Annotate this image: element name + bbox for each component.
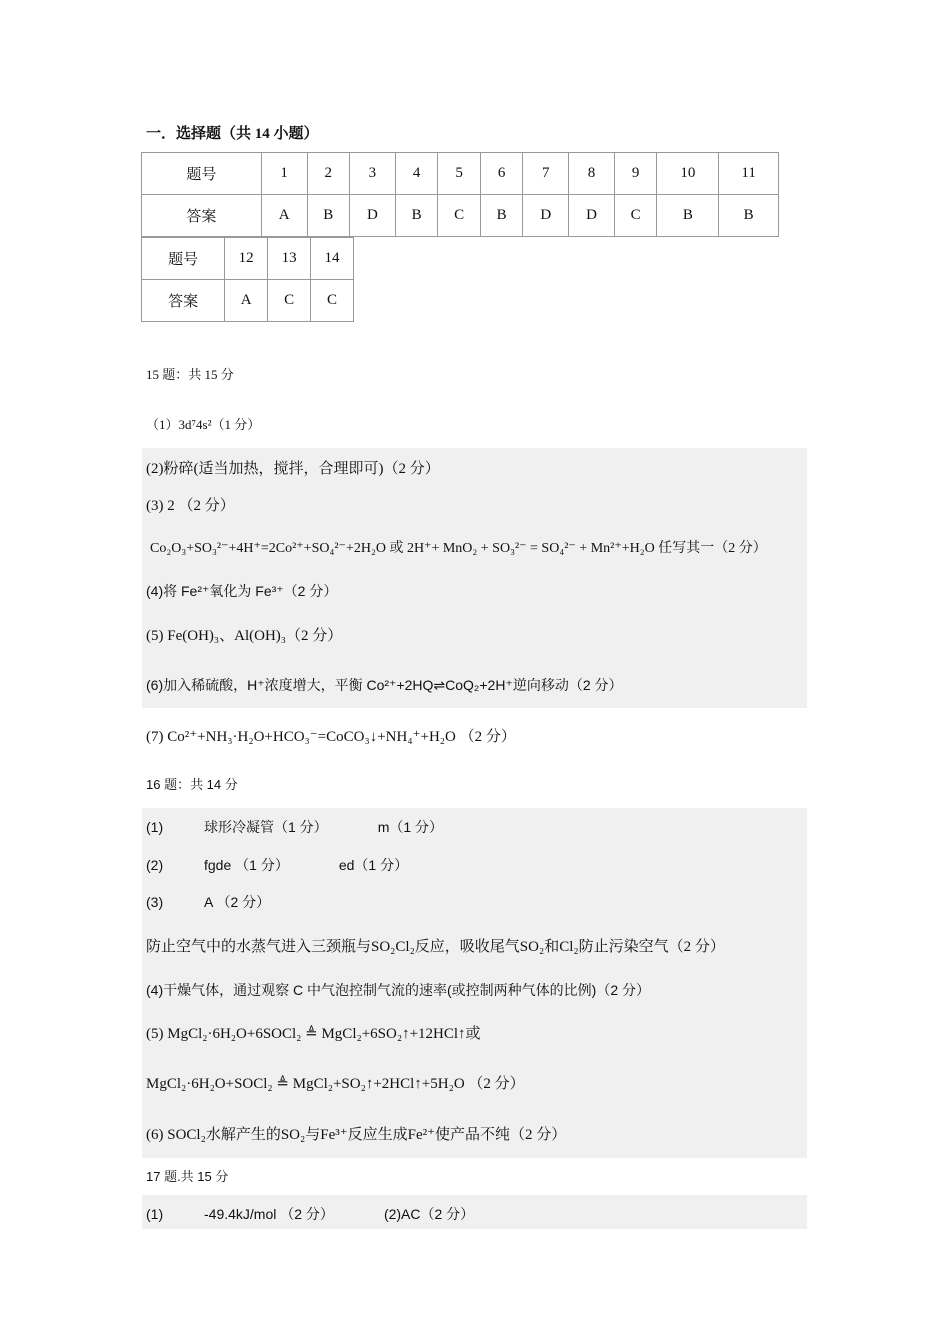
row-label: 题号 [142,153,262,195]
q15-part3: (3) 2 （2 分） [146,498,235,514]
table-cell: B [719,195,779,237]
answer-table-2 [141,237,354,322]
table-cell: C [614,195,657,237]
table-cell: 3 [350,153,396,195]
table-cell: 9 [614,153,657,195]
q16-part1-ans-a: 球形冷凝管（1 分） [204,819,328,835]
q15-shaded-block [142,448,807,708]
table-cell: A [261,195,307,237]
section-title: 一．选择题（共 14 小题） [146,126,319,142]
table-row [142,195,779,237]
q17-header: 17 题.共 15 分 [146,1169,229,1184]
table-cell: 2 [307,153,350,195]
table-cell: C [268,280,311,322]
table-cell: 13 [268,238,311,280]
q16-header: 16 题：共 14 分 [146,777,238,792]
row-label: 答案 [142,195,262,237]
q15-header: 15 题：共 15 分 [146,367,234,382]
q15-part1: （1）3d⁷4s²（1 分） [146,417,261,432]
table-cell: A [225,280,268,322]
q16-part6: (6) SOCl₂水解产生的SO₂与Fe³⁺反应生成Fe²⁺使产品不纯（2 分） [146,1127,567,1143]
q16-part3-num: (3) [146,894,164,910]
q17-part1 [146,1204,474,1224]
table-cell: 7 [523,153,569,195]
table-cell: D [569,195,615,237]
q15-part6: (6)加入稀硫酸，H⁺浓度增大，平衡 Co²⁺+2HQ⇌CoQ₂+2H⁺逆向移动（2 分） [146,677,623,693]
q17-part1-num: (1) [146,1206,164,1222]
row-label: 题号 [142,238,225,280]
row-label: 答案 [142,280,225,322]
q15-part3-equation: Co₂O₃+SO₃²⁻+4H⁺=2Co²⁺+SO₄²⁻+2H₂O 或 2H⁺+ MnO₂ + SO₃²⁻ = SO₄²⁻ + Mn²⁺+H₂O 任写其一（2 分） [150,541,767,556]
table-cell: D [350,195,396,237]
table-cell: 11 [719,153,779,195]
q15-part2: (2)粉碎(适当加热，搅拌，合理即可)（2 分） [146,461,440,477]
answer-table-1 [141,152,779,237]
table-cell: 1 [261,153,307,195]
q15-part4: (4)将 Fe²⁺氧化为 Fe³⁺（2 分） [146,583,338,599]
q16-part3-ans: A （2 分） [204,894,271,910]
q16-part2-num: (2) [146,857,164,873]
q16-part1-ans-b: m（1 分） [377,819,444,835]
table-cell: 4 [395,153,438,195]
table-row [142,153,779,195]
q17-part2-ans: (2)AC（2 分） [383,1206,475,1222]
q16-part2-ans-a: fgde （1 分） [204,857,289,873]
q16-part3-explanation: 防止空气中的水蒸气进入三颈瓶与SO₂Cl₂反应，吸收尾气SO₂和Cl₂防止污染空气（2 分） [146,939,725,955]
q16-part5-alt: MgCl₂·6H₂O+SOCl₂ ≜ MgCl₂+SO₂↑+2HCl↑+5H₂O （2 分） [146,1076,525,1092]
q16-part5: (5) MgCl₂·6H₂O+6SOCl₂ ≜ MgCl₂+6SO₂↑+12HCl↑或 [146,1026,481,1042]
table-cell: 12 [225,238,268,280]
q16-part2 [146,855,408,875]
q15-part7: (7) Co²⁺+NH₃·H₂O+HCO₃⁻=CoCO₃↓+NH₄⁺+H₂O （2 分） [146,729,516,745]
table-cell: 8 [569,153,615,195]
table-row [142,280,354,322]
q16-part1 [146,817,443,837]
table-cell: B [395,195,438,237]
table-cell: 10 [657,153,719,195]
q16-part2-ans-b: ed（1 分） [338,857,409,873]
table-cell: 14 [311,238,354,280]
table-cell: B [657,195,719,237]
q16-part1-num: (1) [146,819,164,835]
table-cell: 6 [480,153,523,195]
table-cell: B [480,195,523,237]
table-cell: C [311,280,354,322]
table-cell: B [307,195,350,237]
table-cell: C [438,195,481,237]
table-cell: D [523,195,569,237]
q16-part3 [146,892,270,912]
q16-part4: (4)干燥气体，通过观察 C 中气泡控制气流的速率(或控制两种气体的比例)（2 分） [146,982,650,998]
table-cell: 5 [438,153,481,195]
table-row [142,238,354,280]
q15-part5: (5) Fe(OH)₃、Al(OH)₃（2 分） [146,628,343,644]
q17-part1-ans: -49.4kJ/mol （2 分） [204,1206,334,1222]
